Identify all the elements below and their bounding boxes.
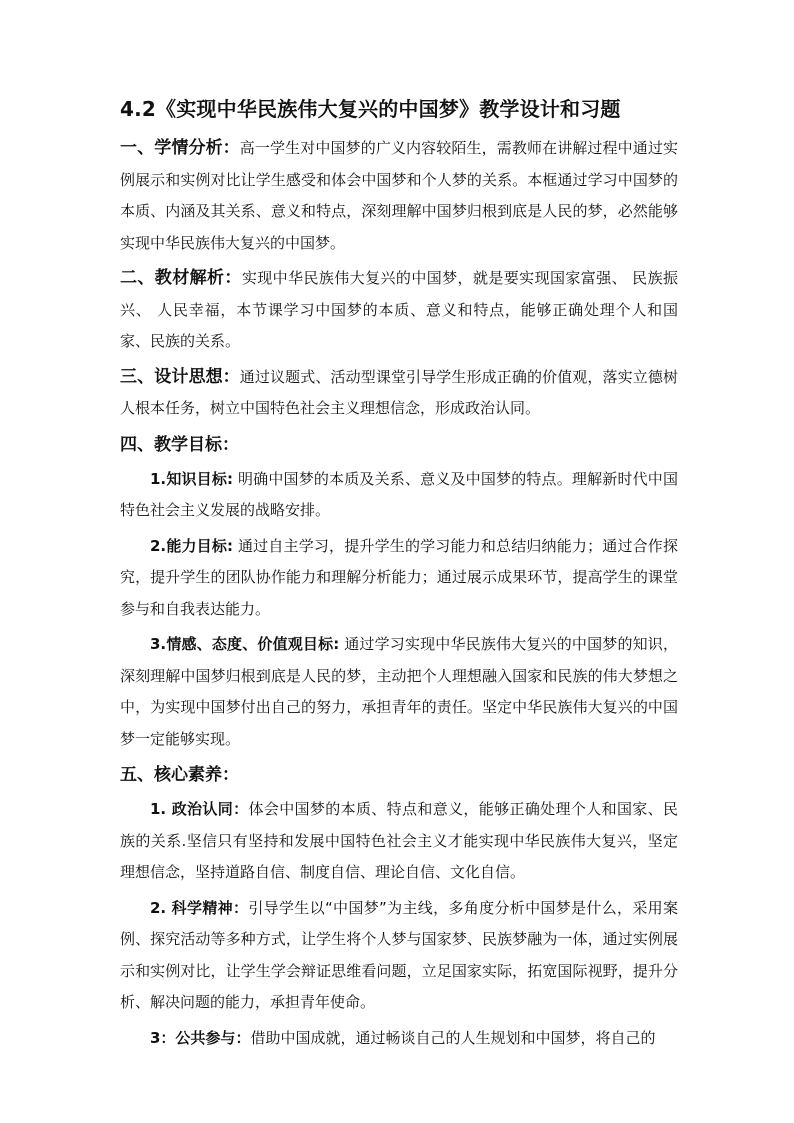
document-title: 4.2《实现中华民族伟大复兴的中国梦》教学设计和习题 — [120, 97, 621, 121]
goal-text: 明确中国梦的本质及关系、意义及中国梦的特点。理解新时代中国特色社会主义发展的战略安排。 — [120, 469, 678, 519]
document-body — [120, 94, 678, 1054]
literacy-item-science — [120, 893, 678, 1019]
goal-label: 2.能力目标: — [150, 536, 234, 555]
section-text: 通过议题式、活动型课堂引导学生形成正确的价值观，落实立德树人根本任务，树立中国特色社会主义理想信念，形成政治认同。 — [120, 367, 678, 417]
goal-label: 3.情感、态度、价值观目标: — [150, 635, 340, 653]
section-heading: 二、教材解析： — [120, 268, 242, 288]
literacy-text: 借助中国成就，通过畅谈自己的人生规划和中国梦，将自己的 — [250, 1028, 656, 1047]
literacy-label: 1. 政治认同： — [150, 800, 249, 818]
section-heading: 三、设计思想： — [120, 366, 240, 387]
section-text: 实现中华民族伟大复兴的中国梦，就是要实现国家富强、 民族振兴、 人民幸福，本节课学习中国梦的本质、意义和特点，能够正确处理个人和国家、民族的关系。 — [120, 269, 678, 350]
section-learning-analysis — [120, 133, 678, 259]
section-textbook-analysis — [120, 263, 678, 358]
goal-item-knowledge — [120, 464, 678, 527]
goal-item-emotion — [120, 629, 678, 755]
goal-item-ability — [120, 531, 678, 626]
literacy-label: 3：公共参与： — [150, 1028, 251, 1047]
goal-label: 1.知识目标: — [150, 469, 234, 488]
goal-text: 通过学习实现中华民族伟大复兴的中国梦的知识，深刻理解中国梦归根到底是人民的梦，主动把个人理想融入国家和民族的伟大梦想之中，为实现中国梦付出自己的努力，承担青年的责任。坚定中华民族伟大复兴的中国梦一定能够实现。 — [120, 635, 678, 748]
literacy-text: 引导学生以“中国梦”为主线，多角度分析中国梦是什么，采用案例、探究活动等多种方式，让学生将个人梦与国家梦、民族梦融为一体，通过实例展示和实例对比，让学生学会辩证思维看问题，立足国家实际，拓宽国际视野，提升分析、解决问题的能力，承担青年使命。 — [120, 898, 679, 1011]
literacy-label: 2. 科学精神： — [150, 898, 249, 917]
section-text: 高一学生对中国梦的广义内容较陌生，需教师在讲解过程中通过实例展示和实例对比让学生感受和体会中国梦和个人梦的关系。本框通过学习中国梦的本质、内涵及其关系、意义和特点，深刻理解中国梦归根到底是人民的梦，必然能够实现中华民族伟大复兴的中国梦。 — [120, 139, 678, 252]
literacy-item-public — [120, 1023, 678, 1055]
section-heading-core-literacy: 五、核心素养： — [120, 765, 239, 785]
section-heading: 一、学情分析： — [120, 138, 240, 158]
section-design-thinking — [120, 362, 678, 425]
section-heading-teaching-goals: 四、教学目标： — [120, 434, 239, 455]
goal-text: 通过自主学习，提升学生的学习能力和总结归纳能力；通过合作探究，提升学生的团队协作能力和理解分析能力；通过展示成果环节，提高学生的课堂参与和自我表达能力。 — [120, 536, 678, 618]
literacy-text: 体会中国梦的本质、特点和意义，能够正确处理个人和国家、民族的关系.坚信只有坚持和发展中国特色社会主义才能实现中华民族伟大复兴，坚定理想信念，坚持道路自信、制度自信、理论自信、文化自信。 — [120, 800, 678, 881]
literacy-item-political — [120, 794, 678, 889]
